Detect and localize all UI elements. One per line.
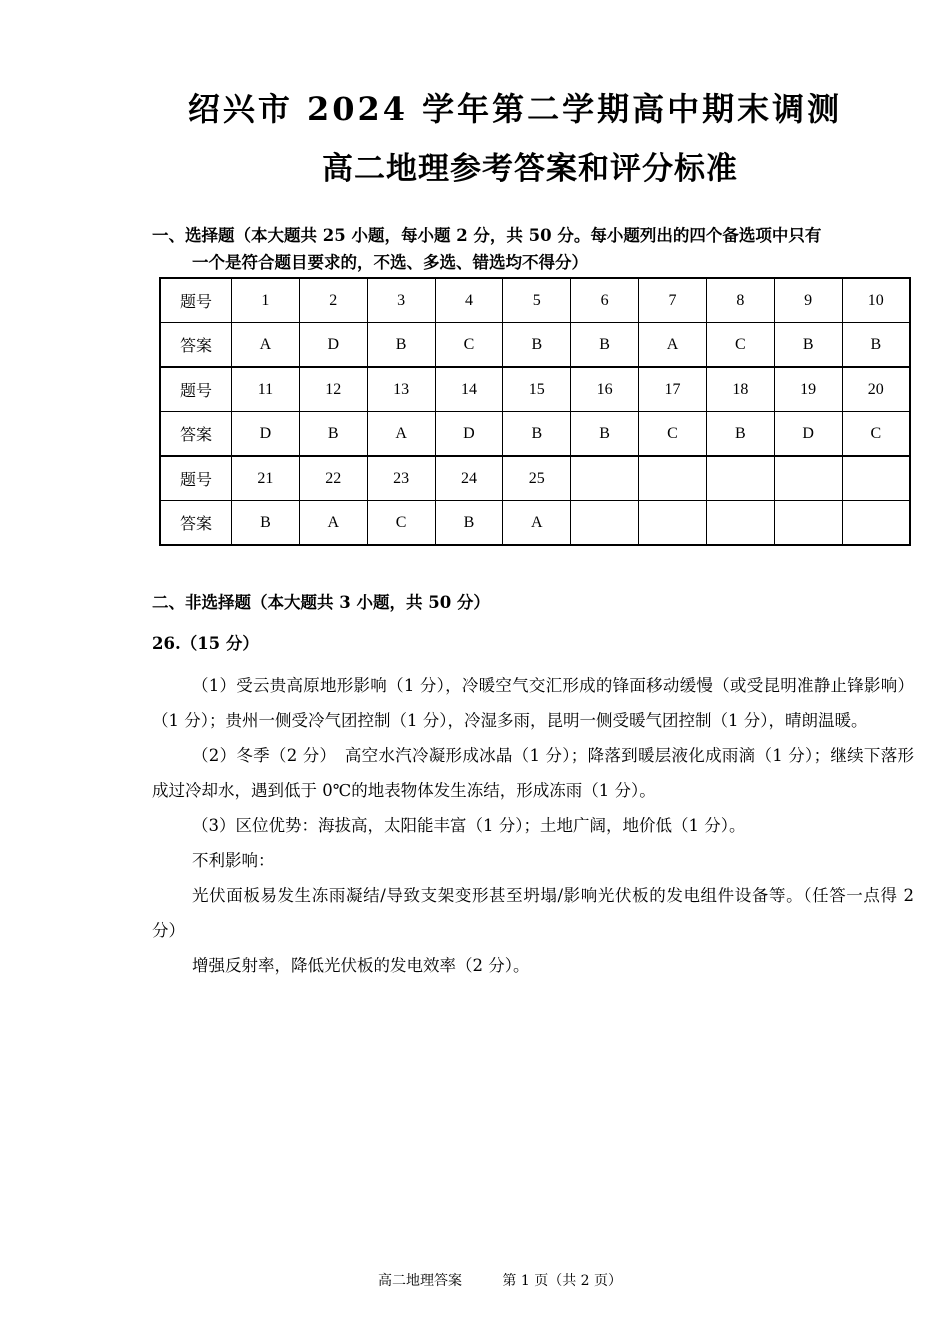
answer-cell: D <box>232 412 300 457</box>
footer-doc-name: 高二地理答案 <box>377 1273 462 1289</box>
answer-cell: B <box>774 323 842 368</box>
question-number-cell: 8 <box>706 278 774 323</box>
question-number-cell: 19 <box>774 367 842 412</box>
answer-part-3-unfavorable-label: 不利影响： <box>192 851 275 870</box>
question-number-cell: 16 <box>571 367 639 412</box>
answer-cell: D <box>435 412 503 457</box>
answer-cell: A <box>299 501 367 546</box>
answer-part-3-unfavorable-1: 光伏面板易发生冻雨凝结/导致支架变形甚至坍塌/影响光伏板的发电组件设备等。（任答一点得 2 分） <box>152 886 914 940</box>
question-number-cell: 3 <box>367 278 435 323</box>
section2-heading: 二、非选择题（本大题共 3 小题，共 50 分） <box>152 593 490 612</box>
answer-row <box>160 323 910 368</box>
answer-cell: C <box>367 501 435 546</box>
question-number-row <box>160 367 910 412</box>
answer-cell: B <box>503 412 571 457</box>
answer-cell: A <box>503 501 571 546</box>
question-26-label: 26.（15 分） <box>152 634 259 653</box>
question-number-cell: 4 <box>435 278 503 323</box>
answer-row-label: 答案 <box>160 323 232 368</box>
answer-part-3: （3）区位优势：海拔高，太阳能丰富（1 分）；土地广阔，地价低（1 分）。 <box>192 816 746 835</box>
answer-part-2: （2）冬季（2 分） 高空水汽冷凝形成冰晶（1 分）；降落到暖层液化成雨滴（1 分）；继续下落形成过冷却水，遇到低于 0℃的地表物体发生冻结，形成冻雨（1 分）。 <box>152 746 914 800</box>
answer-cell: B <box>232 501 300 546</box>
question-number-cell: 21 <box>232 456 300 501</box>
answer-cell: D <box>299 323 367 368</box>
answer-cell: B <box>706 412 774 457</box>
question-number-cell: 15 <box>503 367 571 412</box>
answer-cell <box>706 501 774 546</box>
question-number-cell: 14 <box>435 367 503 412</box>
answer-cell: C <box>706 323 774 368</box>
question-number-cell: 17 <box>639 367 707 412</box>
answer-cell <box>571 501 639 546</box>
question-number-cell: 11 <box>232 367 300 412</box>
answer-text-block <box>152 668 914 983</box>
question-number-cell <box>774 456 842 501</box>
answer-cell: C <box>639 412 707 457</box>
question-number-row-label: 题号 <box>160 278 232 323</box>
answer-part-1: （1）受云贵高原地形影响（1 分），冷暖空气交汇形成的锋面移动缓慢（或受昆明准静止锋影响）（1 分）；贵州一侧受冷气团控制（1 分），冷湿多雨，昆明一侧受暖气团控制（1 分），晴朗温暖。 <box>152 676 914 730</box>
question-number-cell: 1 <box>232 278 300 323</box>
question-number-cell: 13 <box>367 367 435 412</box>
section1-heading-line2: 一个是符合题目要求的，不选、多选、错选均不得分） <box>192 253 588 272</box>
answer-row-label: 答案 <box>160 501 232 546</box>
answer-cell: C <box>435 323 503 368</box>
answer-cell: A <box>639 323 707 368</box>
document-subtitle: 高二地理参考答案和评分标准 <box>322 151 738 187</box>
answer-cell <box>842 501 910 546</box>
section1-heading <box>152 222 922 276</box>
question-number-cell: 24 <box>435 456 503 501</box>
answer-cell: B <box>503 323 571 368</box>
question-number-cell: 23 <box>367 456 435 501</box>
question-number-cell: 20 <box>842 367 910 412</box>
question-number-cell: 18 <box>706 367 774 412</box>
document-title: 绍兴市 2024 学年第二学期高中期末调测 <box>187 90 843 128</box>
question-number-cell: 5 <box>503 278 571 323</box>
answer-cell: A <box>232 323 300 368</box>
question-number-cell <box>842 456 910 501</box>
answer-row <box>160 501 910 546</box>
answer-cell: B <box>435 501 503 546</box>
answer-cell: B <box>571 412 639 457</box>
question-number-cell <box>571 456 639 501</box>
answer-cell <box>774 501 842 546</box>
question-number-cell: 6 <box>571 278 639 323</box>
answer-cell: C <box>842 412 910 457</box>
question-number-cell: 7 <box>639 278 707 323</box>
question-number-row-label: 题号 <box>160 456 232 501</box>
answer-part-3-unfavorable-2: 增强反射率，降低光伏板的发电效率（2 分）。 <box>192 956 530 975</box>
answer-table <box>159 277 911 546</box>
question-number-cell: 12 <box>299 367 367 412</box>
question-number-cell: 22 <box>299 456 367 501</box>
question-number-cell: 2 <box>299 278 367 323</box>
answer-cell <box>639 501 707 546</box>
section1-heading-line1: 一、选择题（本大题共 25 小题，每小题 2 分，共 50 分。每小题列出的四个备选项中只有 <box>152 226 822 245</box>
question-number-cell: 25 <box>503 456 571 501</box>
question-number-cell: 10 <box>842 278 910 323</box>
answer-cell: B <box>367 323 435 368</box>
answer-cell: D <box>774 412 842 457</box>
answer-cell: A <box>367 412 435 457</box>
question-number-row <box>160 278 910 323</box>
answer-cell: B <box>571 323 639 368</box>
question-number-cell <box>706 456 774 501</box>
question-number-cell: 9 <box>774 278 842 323</box>
question-number-row <box>160 456 910 501</box>
answer-row <box>160 412 910 457</box>
answer-row-label: 答案 <box>160 412 232 457</box>
answer-cell: B <box>299 412 367 457</box>
page-footer <box>0 1270 950 1290</box>
footer-page-number: 第 1 页（共 2 页） <box>502 1273 623 1289</box>
answer-cell: B <box>842 323 910 368</box>
question-number-cell <box>639 456 707 501</box>
question-number-row-label: 题号 <box>160 367 232 412</box>
